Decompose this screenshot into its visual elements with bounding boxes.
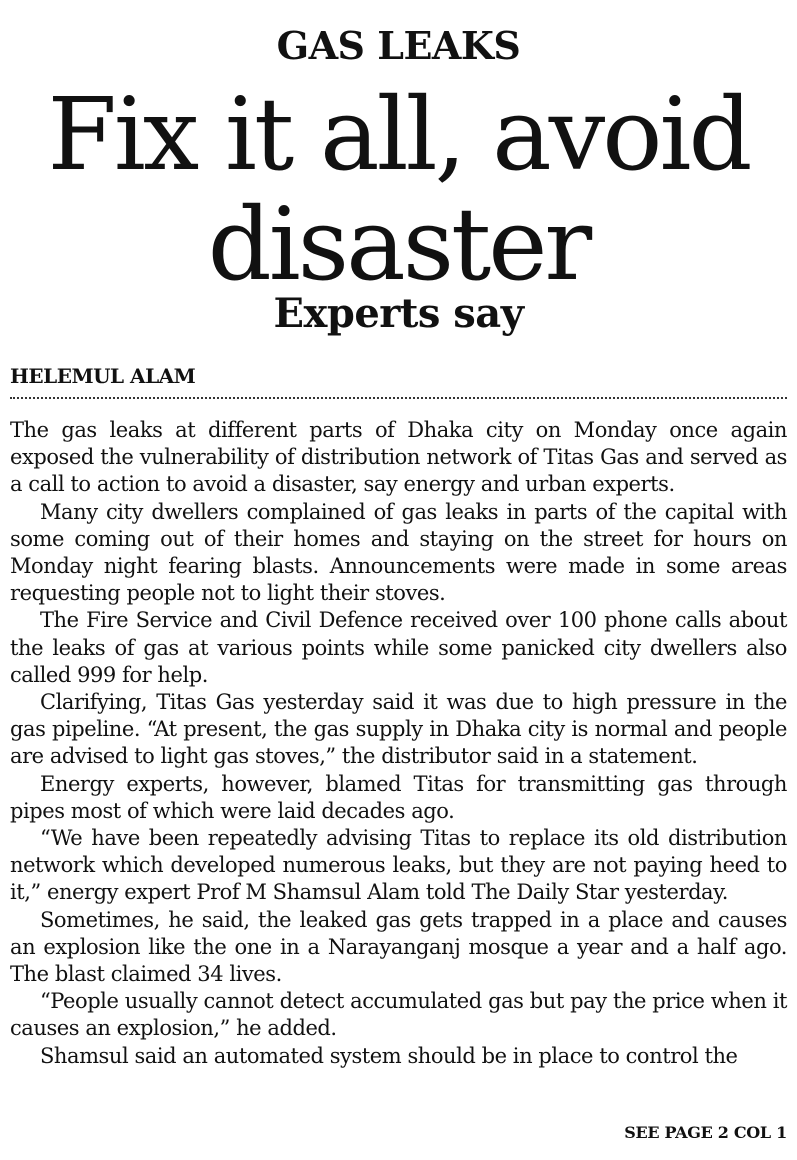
- subhead: Experts say: [273, 290, 524, 337]
- article-body: [10, 417, 787, 1070]
- headline: Fix it all, avoid disaster: [47, 76, 750, 303]
- paragraph: Energy experts, however, blamed Titas for transmitting gas through pipes most of which were laid decades ago.: [10, 771, 787, 823]
- kicker: GAS LEAKS: [276, 23, 521, 68]
- jump-line: SEE PAGE 2 COL 1: [624, 1123, 787, 1142]
- paragraph: Clarifying, Titas Gas yesterday said it was due to high pressure in the gas pipeline. “At present, the gas supply in Dhaka city is normal and people are advised to light gas stoves,” the distributor said in a statement.: [10, 690, 787, 769]
- paragraph: The Fire Service and Civil Defence received over 100 phone calls about the leaks of gas at various points while some panicked city dwellers also called 999 for help.: [10, 608, 787, 687]
- paragraph: Sometimes, he said, the leaked gas gets trapped in a place and causes an explosion like the one in a Narayanganj mosque a year and a half ago. The blast claimed 34 lives.: [10, 907, 787, 987]
- paragraph: “People usually cannot detect accumulated gas but pay the price when it causes an explosion,” he added.: [10, 989, 787, 1041]
- paragraph: Many city dwellers complained of gas leaks in parts of the capital with some coming out of their homes and staying on the street for hours on Monday night fearing blasts. Announcements were made in some areas requesting people not to light their stoves.: [10, 499, 787, 606]
- byline: HELEMUL ALAM: [10, 364, 196, 388]
- paragraph: “We have been repeatedly advising Titas to replace its old distribution network which developed numerous leaks, but they are not paying heed to it,” energy expert Prof M Shamsul Alam told The Daily Star yesterday.: [10, 826, 787, 905]
- byline-divider: [10, 397, 787, 399]
- paragraph: The gas leaks at different parts of Dhaka city on Monday once again exposed the vulnerability of distribution network of Titas Gas and served as a call to action to avoid a disaster, say energy and urban experts.: [10, 418, 787, 497]
- paragraph: Shamsul said an automated system should be in place to control the: [40, 1043, 738, 1068]
